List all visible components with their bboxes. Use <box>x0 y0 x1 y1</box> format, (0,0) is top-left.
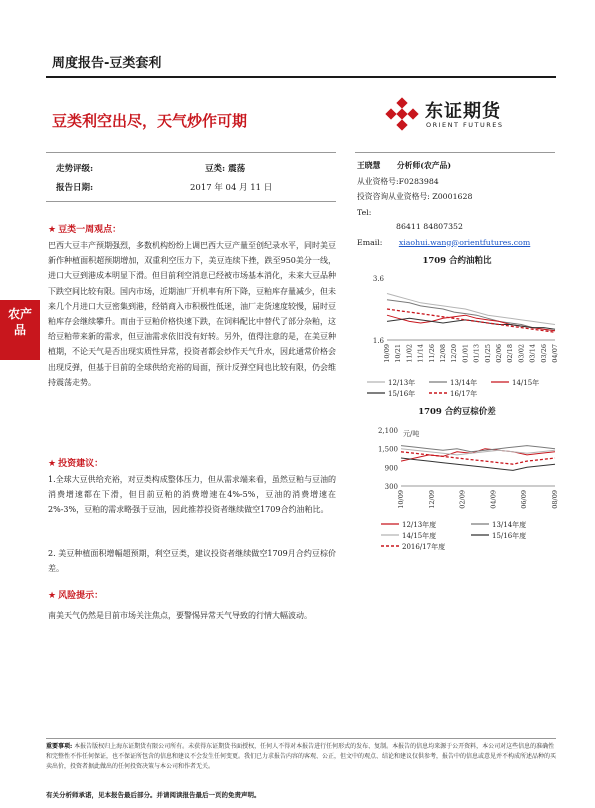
x-tick-label: 02/18 <box>506 344 515 363</box>
date-value: 2017 年 04 月 11 日 <box>190 183 273 193</box>
legend-label: 14/15年度 <box>402 532 437 540</box>
legend-label: 13/14年 <box>450 379 478 387</box>
tel-row: Tel: 86411 84807352 <box>357 205 557 235</box>
legend-label: 12/13年 <box>388 379 416 387</box>
x-tick-label: 10/21 <box>394 344 403 363</box>
category-tag-label: 农产品 <box>7 307 32 337</box>
email-link[interactable]: xiaohui.wang@orientfutures.com <box>398 237 531 247</box>
x-tick-label: 04/09 <box>489 490 498 509</box>
section-heading-advice: ★ 投资建议： <box>48 459 104 469</box>
logo-mark-icon <box>385 97 419 131</box>
advice-item-1: 1.全球大豆供给充裕，对豆类构成整体压力，但从需求端来看，虽然豆粕与豆油的消费增速都在下滑，但目前豆粕的消费增速在4%-5%，豆油的消费增速在2%-3%，豆粕的需求略强于豆油，因此推荐投资者继续做空1709合约油粕比。 <box>48 475 336 515</box>
legend-label: 2016/17年度 <box>402 543 446 551</box>
x-tick-label: 01/01 <box>461 344 470 363</box>
star-icon: ★ <box>48 459 57 469</box>
legend-label: 13/14年度 <box>492 521 527 529</box>
tel-value: 86411 84807352 <box>396 222 463 231</box>
section-heading-risk: ★ 风险提示： <box>48 591 104 601</box>
x-tick-label: 03/02 <box>517 344 526 363</box>
x-tick-label: 11/02 <box>405 344 414 363</box>
analyst-row <box>357 158 557 174</box>
chart-soy-palm-spread <box>357 420 557 565</box>
y-tick-label: 3.6 <box>372 275 384 283</box>
date-label: 报告日期: <box>56 183 94 193</box>
chart-2-title: 1709 合约豆棕价差 <box>418 407 496 417</box>
y-tick-label: 2,100 <box>377 427 398 435</box>
legend-label: 12/13年度 <box>402 521 437 529</box>
x-tick-label: 02/06 <box>495 344 503 363</box>
chart-oil-meal-ratio <box>357 268 557 403</box>
x-tick-label: 10/09 <box>397 490 405 509</box>
star-icon: ★ <box>48 225 57 235</box>
legend-label: 16/17年 <box>450 390 478 398</box>
logo-name-en: ORIENT FUTURES <box>426 121 504 129</box>
y-tick-label: 900 <box>384 464 398 473</box>
x-tick-label: 10/09 <box>383 344 391 363</box>
series-line-4 <box>401 452 555 464</box>
review-body: 巴西大豆丰产预期强烈，多数机构纷纷上调巴西大豆产量至创纪录水平，同时美豆新作种植面积超预期增加，双重利空压力下，美豆连续下挫，跌至950美分一线，进口大豆到港成本明显下滑。但目前利空消息已经被市场基本消化，未来大豆品种下跌空间比较有限。国内市场，近期油厂开机率有所下降，豆粕库存量减少，但未来几个月进口大豆密集到港，经销商入市积极性低迷，油厂走货速度较慢，届时豆粕库存会继续攀升。而由于豆粕价格快速下跌，在饲料配比中替代了部分杂粕，这给豆粕带来新的需求，但豆油需求依旧没有好转。另外，值得注意的是，在美豆种植期，不论天气是否出现实质性异常，投资者都会炒作天气升水，因此通常价格会出现反弹，但基于目前的全球供给充裕的局面，预计反弹空间也比较有限，仍会维持震荡走势。 <box>48 241 336 387</box>
x-tick-label: 12/09 <box>427 490 436 509</box>
logo-name-cn: 东证期货 <box>425 101 501 122</box>
disclaimer: 重要事项: 本报告版权归上海东证期货有限公司所有。未获得东证期货书面授权，任何人不得对本报告进行任何形式的发布、复制。本报告的信息均来源于公开资料，本公司对这些信息的准确性和完整性不作任何保证，也不保证所包含的信息和建议不会发生任何变更。我们已力求报告内容的客观、公正，但文中的观点、结论和建议仅供参考，报告中的信息或意见并不构成所述品种的买卖出价，投资者据此做出的任何投资决策与本公司和作者无关。 <box>46 743 557 770</box>
x-tick-label: 11/26 <box>427 344 436 363</box>
legend-label: 15/16年度 <box>492 532 527 540</box>
x-tick-label: 12/08 <box>439 344 447 363</box>
x-tick-label: 11/14 <box>416 344 425 363</box>
footer-note: 有关分析师承诺，见本报告最后部分。并请阅读报告最后一页的免责声明。 <box>46 791 261 799</box>
analyst-name: 王晓慧 <box>357 161 381 170</box>
x-tick-label: 03/14 <box>528 344 537 363</box>
email-row: Email: xiaohui.wang@orientfutures.com <box>357 237 531 247</box>
y-axis-label: 元/吨 <box>403 430 420 438</box>
analyst-card <box>357 158 557 250</box>
analyst-role: 分析师(农产品) <box>396 161 452 170</box>
x-tick-label: 02/09 <box>458 490 467 509</box>
y-tick-label: 1,500 <box>377 445 398 454</box>
x-tick-label: 12/20 <box>450 344 459 363</box>
consult-row: 投资咨询从业资格号: Z0001628 <box>357 192 473 201</box>
meta-top-rule <box>46 152 336 153</box>
page-title: 豆类利空出尽，天气炒作可期 <box>52 112 248 130</box>
legend-label: 15/16年 <box>388 390 416 398</box>
x-tick-label: 06/09 <box>520 490 529 509</box>
series-line-1 <box>387 300 555 331</box>
x-tick-label: 01/13 <box>472 344 481 363</box>
legend-label: 14/15年 <box>512 379 540 387</box>
x-tick-label: 03/26 <box>539 344 548 363</box>
series-line-2 <box>387 315 555 331</box>
license-value: F0283984 <box>398 176 439 186</box>
consult-value: Z0001628 <box>432 192 473 201</box>
y-tick-label: 300 <box>384 483 398 491</box>
footer-divider <box>46 738 556 739</box>
section-heading-review: ★ 豆类一周观点： <box>48 225 122 235</box>
report-type: 周度报告-豆类套利 <box>52 56 162 71</box>
series-line-3 <box>387 318 555 329</box>
risk-body: 南美天气仍然是目前市场关注焦点，要警惕异常天气导致的行情大幅波动。 <box>48 611 312 620</box>
star-icon: ★ <box>48 591 57 601</box>
series-line-0 <box>387 294 555 325</box>
rating-label: 走势评级: <box>56 164 94 174</box>
x-tick-label: 08/09 <box>551 490 559 509</box>
x-tick-label: 04/07 <box>551 344 559 363</box>
advice-item-2: 2. 美豆种植面积增幅超预期，利空豆类，建议投资者继续做空1709月合约豆棕价差。 <box>48 549 336 574</box>
license-row: 从业资格号:F0283984 <box>357 176 439 186</box>
meta-bottom-rule <box>46 201 336 202</box>
company-logo <box>385 97 525 133</box>
chart-1-title: 1709 合约油粕比 <box>422 256 492 266</box>
x-tick-label: 01/25 <box>483 344 492 363</box>
header-divider <box>46 76 556 78</box>
y-tick-label: 1.6 <box>372 337 384 345</box>
rating-value: 豆类: 震荡 <box>205 164 246 174</box>
analyst-top-rule <box>355 152 555 153</box>
